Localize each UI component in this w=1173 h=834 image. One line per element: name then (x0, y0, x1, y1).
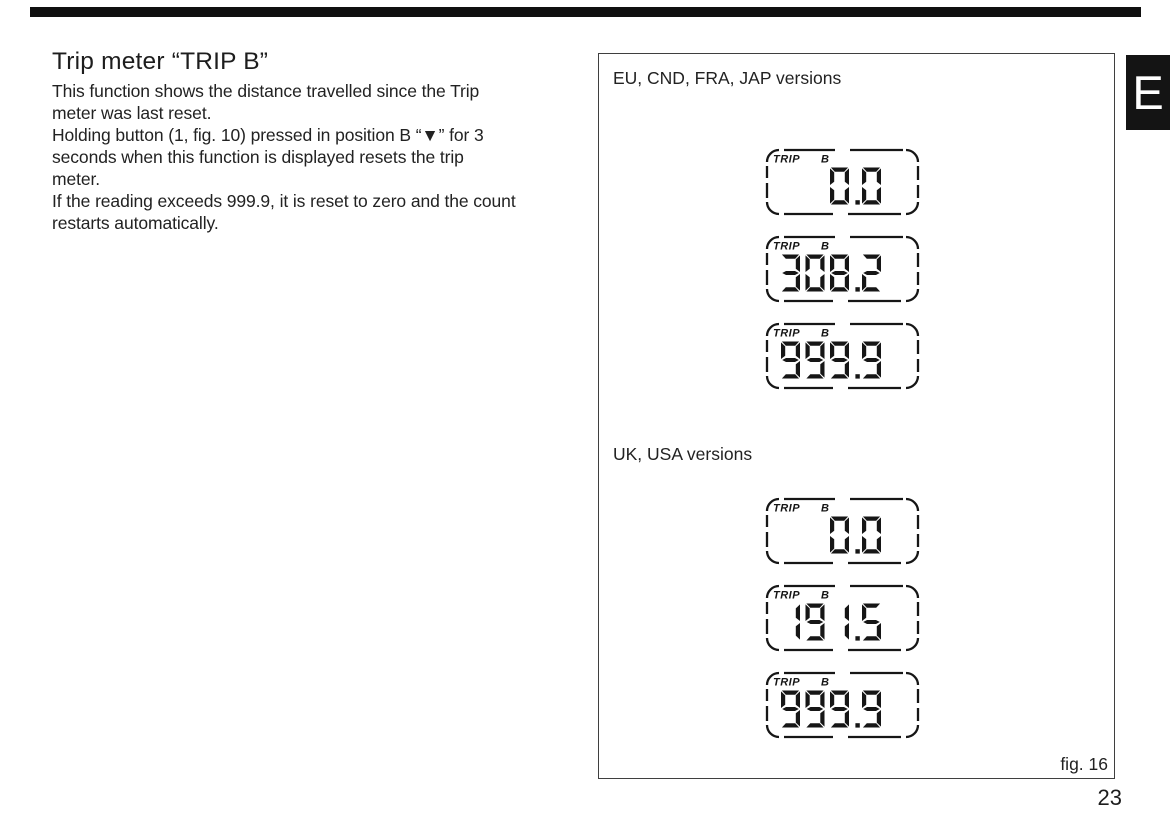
lcd-display-uk-1 (764, 496, 921, 566)
lcd-digit (781, 691, 800, 728)
section-tab-letter: E (1132, 66, 1164, 119)
lcd-svg (764, 670, 921, 740)
lcd-decimal-point (855, 287, 859, 291)
lcd-digit (796, 604, 800, 639)
lcd-digit (862, 604, 881, 641)
lcd-trip-label: TRIP (773, 676, 801, 689)
body-line: meter. (52, 169, 101, 189)
lcd-digit (845, 604, 849, 639)
lcd-digit (830, 517, 849, 554)
lcd-decimal-point (855, 549, 859, 553)
lcd-digit (862, 342, 881, 379)
lcd-digit (781, 342, 800, 379)
lcd-digit (806, 255, 825, 292)
lcd-digit (862, 517, 881, 554)
lcd-digits (796, 604, 881, 641)
lcd-digits (782, 255, 881, 292)
body-line: This function shows the distance travelled since the Trip (52, 81, 480, 101)
lcd-trip-label: TRIP (773, 589, 801, 602)
lcd-digit (806, 342, 825, 379)
lcd-decimal-point (855, 374, 859, 378)
lcd-digit (862, 691, 881, 728)
body-text (52, 80, 516, 234)
lcd-display-uk-3 (764, 670, 921, 740)
page-number: 23 (1097, 785, 1122, 810)
lcd-trip-label: TRIP (773, 327, 801, 340)
lcd-digits (781, 691, 881, 728)
lcd-decimal-point (855, 723, 859, 727)
lcd-mode-label: B (821, 502, 830, 515)
lcd-mode-label: B (821, 589, 830, 602)
lcd-mode-label: B (821, 327, 830, 340)
lcd-decimal-point (855, 636, 859, 640)
lcd-display-uk-2 (764, 583, 921, 653)
body-line: seconds when this function is displayed resets the trip (52, 147, 464, 167)
lcd-display-eu-2 (764, 234, 921, 304)
lcd-mode-label: B (821, 153, 830, 166)
lcd-trip-label: TRIP (773, 502, 801, 515)
lcd-digit (830, 691, 849, 728)
lcd-trip-label: TRIP (773, 153, 801, 166)
lcd-display-eu-1 (764, 147, 921, 217)
page-title: Trip meter “TRIP B” (52, 48, 269, 75)
lcd-digit (862, 168, 881, 205)
lcd-decimal-point (855, 200, 859, 204)
lcd-svg (764, 147, 921, 217)
lcd-svg (764, 234, 921, 304)
lcd-svg (764, 496, 921, 566)
lcd-mode-label: B (821, 240, 830, 253)
lcd-digit (830, 342, 849, 379)
figure-section-label-uk: UK, USA versions (613, 444, 753, 464)
section-tab (1126, 55, 1170, 130)
top-rule (30, 7, 1141, 17)
lcd-digits (830, 517, 881, 554)
lcd-svg (764, 321, 921, 391)
lcd-digits (830, 168, 881, 205)
lcd-digit (806, 604, 825, 641)
lcd-digit (806, 691, 825, 728)
lcd-digit (830, 168, 849, 205)
figure-box (598, 53, 1115, 779)
body-line: restarts automatically. (52, 213, 219, 233)
figure-caption: fig. 16 (1060, 754, 1108, 774)
lcd-digit (862, 255, 881, 292)
lcd-digits (781, 342, 881, 379)
lcd-svg (764, 583, 921, 653)
body-line: Holding button (1, fig. 10) pressed in position B “▼” for 3 (52, 125, 484, 145)
lcd-display-eu-3 (764, 321, 921, 391)
lcd-digit (782, 255, 800, 292)
lcd-trip-label: TRIP (773, 240, 801, 253)
lcd-digit (830, 255, 849, 292)
body-line: meter was last reset. (52, 103, 212, 123)
lcd-mode-label: B (821, 676, 830, 689)
body-line: If the reading exceeds 999.9, it is reset to zero and the count (52, 191, 516, 211)
figure-section-label-eu: EU, CND, FRA, JAP versions (613, 68, 842, 88)
